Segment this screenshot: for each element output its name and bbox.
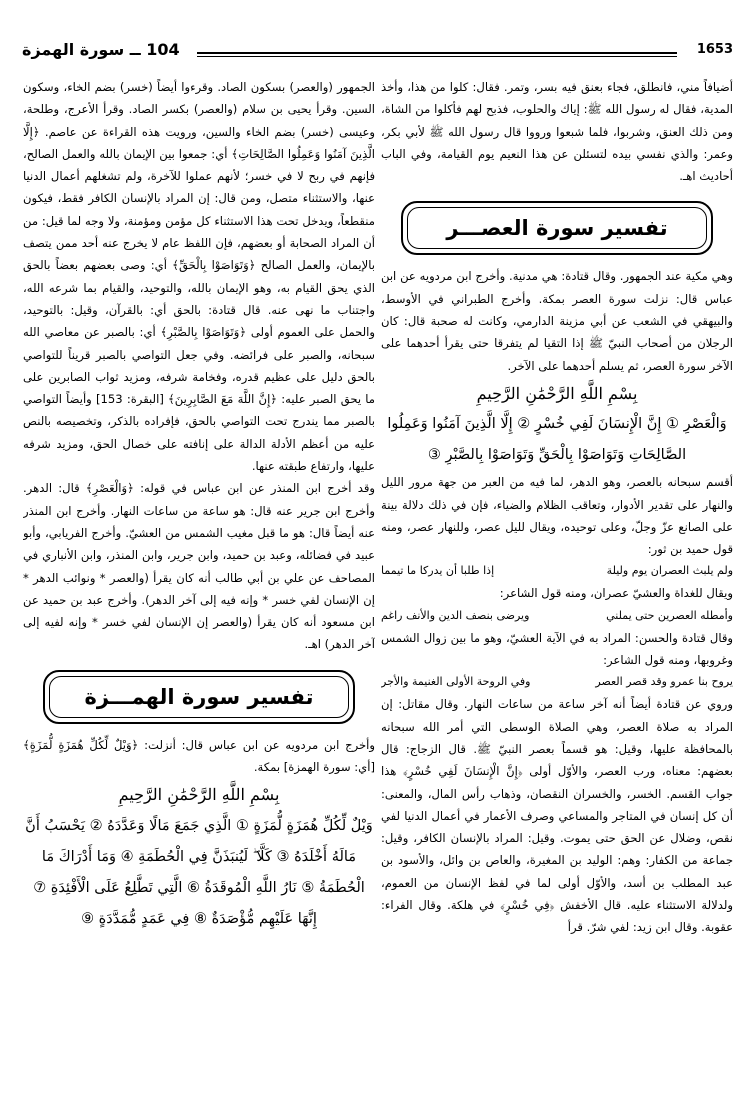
quran-verses: وَالْعَصْرِ ① إِنَّ الْإِنسَانَ لَفِي خُسْرٍ ② إِلَّا الَّذِينَ آمَنُوا وَعَمِلُوا الصَّالِحَاتِ وَتَوَاصَوْا بِالْحَقِّ وَتَوَاصَوْا بِالصَّبْرِ ③ — [387, 416, 727, 464]
surah-title-box-asr — [401, 201, 713, 255]
poem-hemistich: إذا طلبا أن يدركا ما تيمما — [381, 564, 495, 578]
paragraph: وقال قتادة والحسن: المراد به في الآية العشيّ، وهو ما بين زوال الشمس وغروبها، ومنه قول الشاعر: — [381, 630, 733, 668]
left-column — [23, 76, 375, 1096]
poem-hemistich: وفي الروحة الأولى الغنيمة والأجر — [381, 675, 531, 689]
paragraph: الجمهور (والعصر) بسكون الصاد. وقرءوا أيضاً (خسر) بضم الخاء، وسكون السين. وقرأ يحيى بن سلام (والعصر) بكسر الصاد. وقرأ الأعرج، وطلحة، وعيسى (خسر) بضم الخاء والسين، ورويت هذه القراءة عن عاصم. ﴿إِلَّا الَّذِينَ آمَنُوا وَعَمِلُوا الصَّالِحَاتِ﴾ أي: جمعوا بين الإيمان بالله والعمل الصالح، فإنهم في ربح لا في خسر؛ لأنهم عملوا للآخرة، ولم تشغلهم أعمال الدنيا عنها، والاستثناء متصل، ومن قال: إن المراد بالإنسان الكافر فقط، فيكون منقطعاً، ويدخل تحت هذا الاستثناء كل مؤمن ومؤمنة، ولا وجه لما قيل: من أن المراد الصحابة أو بعضهم، فإن اللفظ عام لا يخرج عنه أحد ممن يتصف بالإيمان، والعمل الصالح ﴿وَتَوَاصَوْا بِالْحَقِّ﴾ أي: وصى بعضهم بعضاً بالحق الذي يحق القيام به، وهو الإيمان بالله، والتوحيد، والقيام بما شرعه الله، واجتناب ما نهى عنه. قال قتادة: بالحق أي: بالقرآن، وقيل: بالتوحيد، والحمل على العموم أولى ﴿وَتَوَاصَوْا بِالصَّبْرِ﴾ أي: بالصبر عن معاصي الله سبحانه، والصبر على فرائضه. وفي جعل التواصي بالصبر قريناً للتواصي بالحق دليل على عظيم قدره، وفخامة شرفه، ومزيد ثواب الصابرين على ما يحق الصبر عليه: ﴿إِنَّ اللَّهَ مَعَ الصَّابِرِينَ﴾ [البقرة: 153] وأيضاً التواصي بالصبر مما يندرج تحت التواصي بالحق، فإفراده بالذكر، وتخصيصه بالنص عليه من أعظم الأدلة الدالة على إنافته على خصال الحق، ومزيد شرفه عليها، وارتفاع طبقته عنها. — [23, 80, 375, 474]
poem-hemistich: ويرضى بنصف الدين والأنف راغم — [381, 608, 530, 622]
poem-hemistich: ولم يلبث العصران يوم وليلة — [606, 564, 733, 578]
poem-verse — [381, 671, 733, 693]
poem-hemistich: يروح بنا عمرو وقد قصر العصر — [595, 675, 733, 689]
surah-title: تفسير سورة العصـــر — [446, 216, 668, 241]
page-number: 1653 — [696, 42, 733, 57]
surah-title-box-humazah — [43, 670, 355, 724]
paragraph: وهي مكية عند الجمهور. وقال قتادة: هي مدنية. وأخرج ابن مردويه عن ابن عباس قال: نزلت سورة العصر بمكة. وأخرج الطبراني في الأوسط، والبيهقي في الشعب عن أبي مزينة الدارمي، وكانت له صحبة قال: كان الرجلان من أصحاب النبيّ ﷺ إذا التقيا لم يتفرقا حتى يقرأ أحدهما على الآخر سورة العصر، ثم يسلم أحدهما على الآخر. — [381, 269, 733, 373]
running-title: 104 ــ سورة الهمزة — [22, 40, 180, 59]
page-header — [22, 40, 733, 66]
basmala: بِسْمِ اللَّهِ الرَّحْمَٰنِ الرَّحِيمِ — [476, 383, 638, 403]
paragraph: وقد أخرج ابن المنذر عن ابن عباس في قوله: ﴿وَالْعَصْرِ﴾ قال: الدهر. وأخرج ابن جرير عنه قال: هو ساعة من ساعات النهار. وأخرج ابن المنذر عنه أيضاً قال: هو ما قبل مغيب الشمس من العشيّ. وأخرج الفريابي، وأبو عبيد في فضائله، وعبد بن حميد، وابن جرير، وابن المنذر، وابن الأنباري في المصاحف عن علي بن أبي طالب أنه كان يقرأ (والعصر * ونوائب الدهر * إن الإنسان لفي خسر * وإنه فيه إلى آخر الدهر). وأخرج عبد بن حميد عن ابن مسعود أنه كان يقرأ (والعصر إن الإنسان لفي خسر * وإنه لفيه إلى آخر الدهر) اهـ. — [23, 481, 375, 652]
right-column — [381, 76, 733, 1096]
paragraph: أضيافاً مني، فانطلق، فجاء بعنق فيه بسر، وتمر. فقال: كلوا من هذا، وأخذ المدية، فقال له رسول الله ﷺ: إياك والحلوب، فذبح لهم فأكلوا من الشاة، ومن ذلك العنق، وشربوا، فلما شبعوا ورووا قال رسول الله ﷺ لأبي بكر، وعمر: والذي نفسي بيده لتسئلن عن هذا النعيم يوم القيامة، وفي الباب أحاديث اهـ. — [381, 80, 733, 184]
paragraph: وأخرج ابن مردويه عن ابن عباس قال: أنزلت: ﴿وَيْلٌ لِّكُلِّ هُمَزَةٍ لُّمَزَةٍ﴾ [أي: سورة الهمزة] بمكة. — [23, 737, 375, 775]
poem-hemistich: وأمطله العصرين حتى يملني — [606, 608, 733, 622]
basmala: بِسْمِ اللَّهِ الرَّحْمَٰنِ الرَّحِيمِ — [118, 785, 280, 805]
paragraph: ويقال للغداة والعشيّ عصران، ومنه قول الشاعر: — [499, 586, 733, 601]
poem-verse — [381, 560, 733, 582]
header-rule-thin — [197, 56, 677, 57]
quran-verses: وَيْلٌ لِّكُلِّ هُمَزَةٍ لُّمَزَةٍ ① الَّذِي جَمَعَ مَالًا وَعَدَّدَهُ ② يَحْسَبُ أَنَّ مَالَهُ أَخْلَدَهُ ③ كَلَّا ۖ لَيُنبَذَنَّ فِي الْحُطَمَةِ ④ وَمَا أَدْرَاكَ مَا الْحُطَمَةُ ⑤ نَارُ اللَّهِ الْمُوقَدَةُ ⑥ الَّتِي تَطَّلِعُ عَلَى الْأَفْئِدَةِ ⑦ إِنَّهَا عَلَيْهِم مُّؤْصَدَةٌ ⑧ فِي عَمَدٍ مُّمَدَّدَةٍ ⑨ — [25, 817, 373, 927]
poem-verse — [381, 605, 733, 627]
paragraph: وروي عن قتادة أيضاً أنه آخر ساعة من ساعات النهار. وقال مقاتل: إن المراد به صلاة العصر، وهي الصلاة الوسطى التي أمر الله سبحانه بالمحافظة عليها، وقيل: هو قسماً بعصر النبيّ ﷺ. قال الزجاج: قال بعضهم: معناه، ورب العصر، والأوّل أولى ﴿إِنَّ الْإِنسَانَ لَفِي خُسْرٍ﴾ هذا جواب القسم. الخسر، والخسران النقصان، وذهاب رأس المال، والمعنى: أن كل إنسان في المتاجر والمساعي وصرف الأعمار في أعمال الدنيا لفي نقص، وضلال عن الحق حتى يموت. وقيل: المراد بالإنسان الكافر، وقيل: جماعة من الكفار: وهم: الوليد بن المغيرة، والعاص بن وائل، والأسود بن عبد المطلب بن أسد، والأوّل أولى لما في لفظ الإنسان من العموم، ولدلالة الاستثناء عليه. قال الأخفش ﴿فِي خُسْرٍ﴾ في هلكة. وقال الفراء: عقوبة. وقال ابن زيد: لفي شرّ. قرأ — [381, 697, 733, 935]
surah-title: تفسير سورة الهمـــزة — [84, 684, 314, 709]
paragraph: أقسم سبحانه بالعصر، وهو الدهر، لما فيه من العبر من جهة مرور الليل والنهار على تقدير الأدوار، وتعاقب الظلام والضياء، فإن في ذلك دلالة بينة على الصانع عزّ وجلّ، وعلى توحيده، ويقال لليل عصر، وللنهار عصر، ومنه قول حميد بن ثور: — [381, 475, 733, 557]
header-rule — [197, 52, 677, 54]
